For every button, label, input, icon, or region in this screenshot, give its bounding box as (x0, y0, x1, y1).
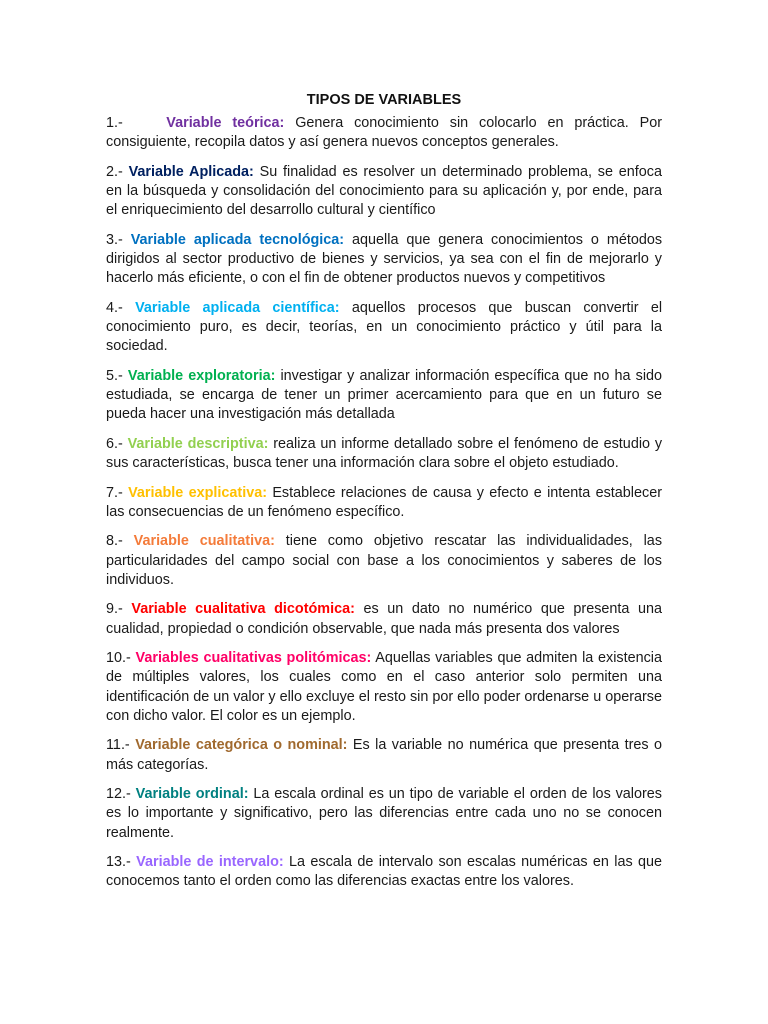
entry-term: Variable aplicada científica: (135, 299, 340, 316)
entry-term: Variable cualitativa: (133, 533, 275, 550)
list-item (106, 367, 662, 425)
entry-number: 4.- (106, 299, 123, 316)
entry-term: Variable categórica o nominal: (135, 737, 348, 754)
entry-term: Variable exploratoria: (127, 367, 276, 384)
variable-list (106, 114, 662, 892)
entry-term: Variable descriptiva: (127, 435, 269, 452)
list-item (106, 853, 662, 891)
list-item (106, 299, 662, 357)
entry-number: 1.- (106, 115, 123, 131)
entry-number: 8.- (106, 533, 123, 550)
entry-definition: Genera conocimiento sin colocarlo en práctica. Por consiguiente, recopila datos y así genera nuevos conceptos generales. (106, 115, 662, 151)
entry-term: Variable teórica: (166, 115, 285, 131)
entry-number: 12.- (106, 786, 131, 803)
entry-term: Variable de intervalo: (136, 854, 284, 871)
entry-number: 11.- (106, 737, 130, 754)
entry-definition: Establece relaciones de causa y efecto e intenta establecer las consecuencias de un fenómeno específico. (106, 484, 662, 520)
entry-definition: investigar y analizar información específica que no ha sido estudiada, se encarga de tener un primer acercamiento para que en un futuro se pueda hacer una investigación más detallada (106, 367, 663, 423)
entry-term: Variable ordinal: (135, 786, 249, 803)
entry-term: Variable Aplicada: (128, 163, 254, 180)
entry-definition: Su finalidad es resolver un determinado problema, se enfoca en la búsqueda y consolidación del conocimiento para su aplicación y, por ende, para el enriquecimiento del desarrollo cultural y científico (106, 163, 663, 219)
entry-definition: La escala de intervalo son escalas numéricas en las que conocemos tanto el orden como las diferencias exactas entre los valores. (106, 854, 663, 890)
entry-definition: tiene como objetivo rescatar las individualidades, las particularidades del campo social con base a los conocimientos y saberes de los individuos. (106, 533, 663, 588)
entry-number: 6.- (106, 435, 123, 452)
list-item (106, 435, 662, 473)
list-item (106, 114, 662, 152)
entry-definition: La escala ordinal es un tipo de variable el orden de los valores es lo importante y significativo, pero las diferencias entre cada uno no se conocen realmente. (106, 786, 663, 841)
list-item (106, 231, 662, 289)
entry-definition: Aquellas variables que admiten la existencia de múltiples valores, los cuales como en el caso anterior solo permiten una identificación de un valor y ello excluye el resto sin por ello poder ordenarse u operarse con dicho valor. El color es un ejemplo. (106, 650, 662, 724)
entry-term: Variable explicativa: (128, 484, 268, 501)
entry-term: Variable aplicada tecnológica: (130, 231, 345, 248)
document-page (106, 90, 662, 902)
list-item (106, 736, 662, 774)
entry-number: 2.- (106, 163, 123, 180)
entry-number: 13.- (106, 854, 131, 871)
entry-number: 5.- (106, 367, 123, 384)
document-title: TIPOS DE VARIABLES (306, 92, 462, 108)
entry-definition: realiza un informe detallado sobre el fenómeno de estudio y sus características, busca tener una información clara sobre el objeto estudiado. (106, 435, 663, 471)
list-item (106, 600, 662, 638)
list-item (106, 163, 662, 221)
entry-definition: aquellos procesos que buscan convertir el conocimiento puro, es decir, teorías, en un conocimiento práctico y útil para la sociedad. (106, 299, 663, 355)
entry-number: 3.- (106, 231, 123, 248)
entry-definition: es un dato no numérico que presenta una cualidad, propiedad o condición observable, que nada más presenta dos valores (106, 601, 663, 637)
list-item (106, 785, 662, 843)
entry-number: 7.- (106, 484, 123, 501)
entry-number: 9.- (106, 601, 123, 618)
entry-term: Variable cualitativa dicotómica: (131, 601, 355, 618)
list-item (106, 649, 662, 726)
list-item (106, 532, 662, 590)
list-item (106, 484, 662, 522)
entry-definition: aquella que genera conocimientos o métodos dirigidos al sector productivo de bienes y servicios, ya sea con el fin de mejorarlo y hacerlo más eficiente, o con el fin de obtener productos nuevos y competitivos (106, 231, 663, 287)
entry-number: 10.- (106, 650, 131, 667)
entry-definition: Es la variable no numérica que presenta tres o más categorías. (106, 737, 663, 773)
entry-term: Variables cualitativas politómicas: (135, 650, 372, 667)
